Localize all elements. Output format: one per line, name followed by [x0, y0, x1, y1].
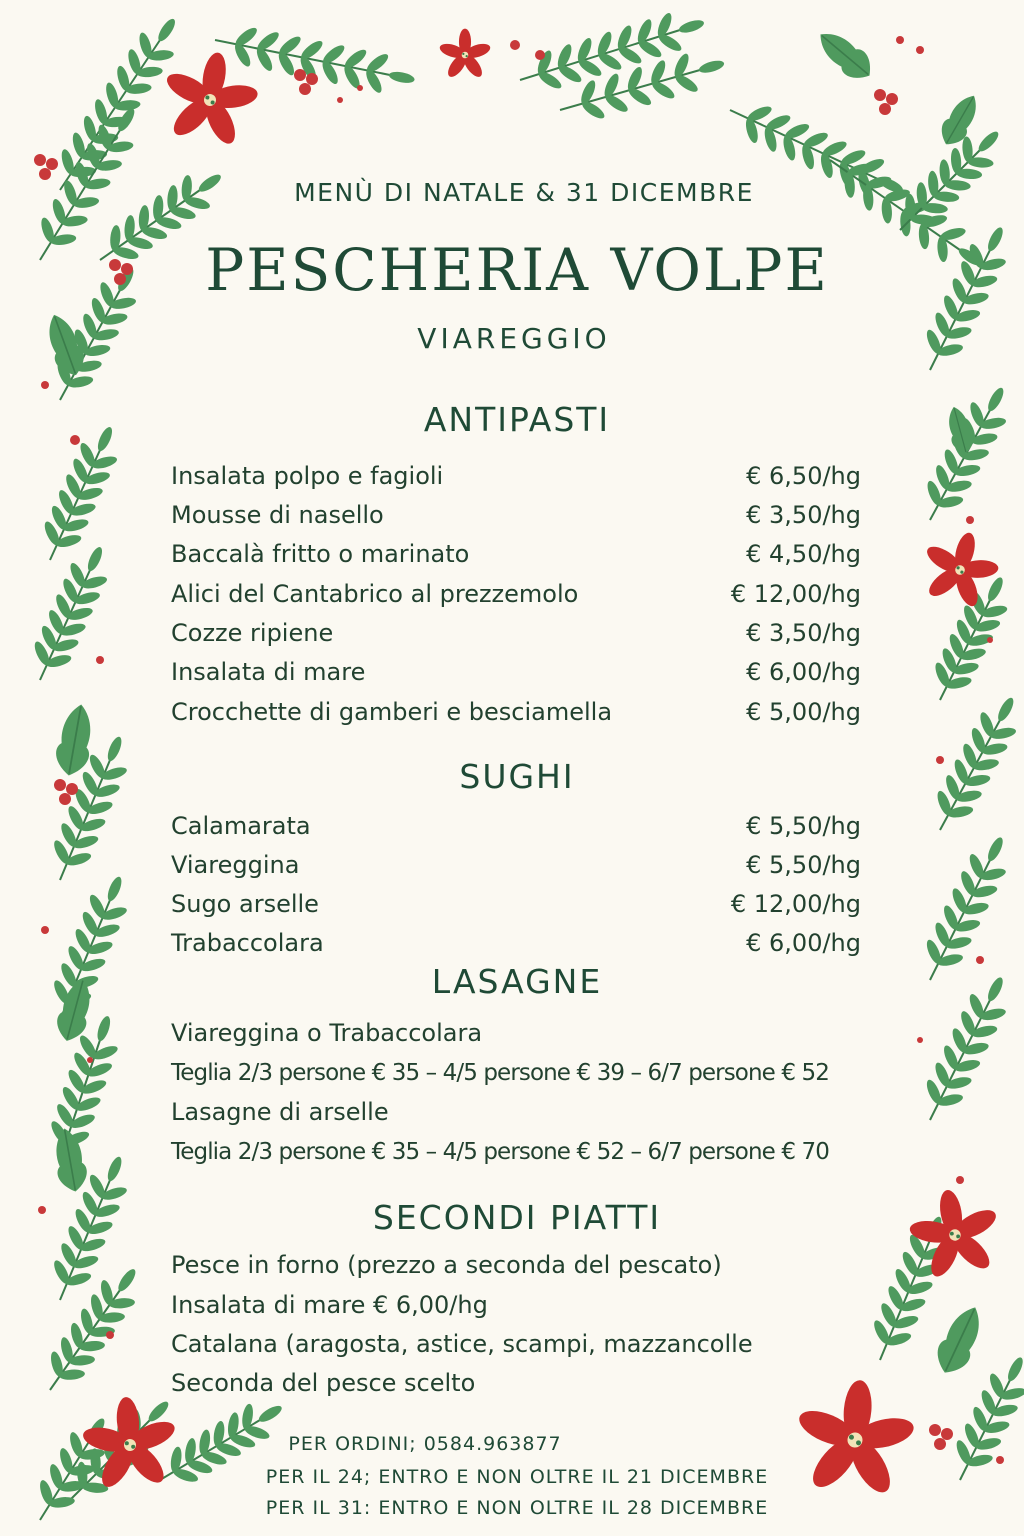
- item-name: Trabaccolara: [171, 929, 324, 957]
- item-name: Cozze ripiene: [171, 619, 334, 647]
- item-name: Sugo arselle: [171, 890, 319, 918]
- secondi-line: Seconda del pesce scelto: [171, 1369, 476, 1397]
- order-phone: PER ORDINI; 0584.963877: [288, 1433, 562, 1455]
- menu-item: [171, 618, 861, 648]
- item-price: € 5,50/hg: [746, 851, 861, 879]
- item-name: Alici del Cantabrico al prezzemolo: [171, 580, 579, 608]
- item-name: Crocchette di gamberi e besciamella: [171, 698, 613, 726]
- menu-item: [171, 889, 861, 919]
- item-price: € 6,00/hg: [746, 929, 861, 957]
- menu-item: [171, 579, 861, 609]
- menu-item: [171, 850, 861, 880]
- secondi-line: Catalana (aragosta, astice, scampi, mazzancolle: [171, 1330, 753, 1358]
- lasagne-line: Lasagne di arselle: [171, 1098, 389, 1126]
- shop-name-title: PESCHERIA VOLPE: [205, 236, 829, 304]
- section-title-secondi: SECONDI PIATTI: [372, 1198, 662, 1237]
- menu-item: [171, 928, 861, 958]
- item-name: Mousse di nasello: [171, 501, 384, 529]
- section-title-sughi: SUGHI: [459, 757, 575, 796]
- secondi-line: Insalata di mare € 6,00/hg: [171, 1291, 488, 1319]
- deadline-31: PER IL 31: ENTRO E NON OLTRE IL 28 DICEMBRE: [265, 1497, 769, 1519]
- item-price: € 6,50/hg: [746, 462, 861, 490]
- deadline-24: PER IL 24; ENTRO E NON OLTRE IL 21 DICEMBRE: [265, 1466, 769, 1488]
- lasagne-price-line: Teglia 2/3 persone € 35 – 4/5 persone € 39 – 6/7 persone € 52: [171, 1060, 829, 1086]
- section-title-lasagne: LASAGNE: [431, 962, 603, 1001]
- item-price: € 12,00/hg: [730, 890, 861, 918]
- city-label: VIAREGGIO: [417, 322, 611, 355]
- item-name: Baccalà fritto o marinato: [171, 540, 470, 568]
- item-price: € 3,50/hg: [746, 501, 861, 529]
- menu-item: [171, 461, 861, 491]
- secondi-line: Pesce in forno (prezzo a seconda del pescato): [171, 1251, 722, 1279]
- item-price: € 3,50/hg: [746, 619, 861, 647]
- item-name: Insalata polpo e fagioli: [171, 462, 444, 490]
- item-name: Calamarata: [171, 812, 311, 840]
- menu-item: [171, 500, 861, 530]
- item-name: Viareggina: [171, 851, 300, 879]
- menu-item: [171, 539, 861, 569]
- menu-item: [171, 697, 861, 727]
- item-price: € 5,50/hg: [746, 812, 861, 840]
- menu-item: [171, 657, 861, 687]
- item-name: Insalata di mare: [171, 658, 366, 686]
- lasagne-price-line: Teglia 2/3 persone € 35 – 4/5 persone € 52 – 6/7 persone € 70: [171, 1139, 829, 1165]
- item-price: € 4,50/hg: [746, 540, 861, 568]
- item-price: € 12,00/hg: [730, 580, 861, 608]
- item-price: € 5,00/hg: [746, 698, 861, 726]
- menu-subtitle: MENÙ DI NATALE & 31 DICEMBRE: [294, 178, 754, 207]
- section-title-antipasti: ANTIPASTI: [423, 400, 611, 439]
- item-price: € 6,00/hg: [746, 658, 861, 686]
- lasagne-line: Viareggina o Trabaccolara: [171, 1019, 483, 1047]
- menu-item: [171, 811, 861, 841]
